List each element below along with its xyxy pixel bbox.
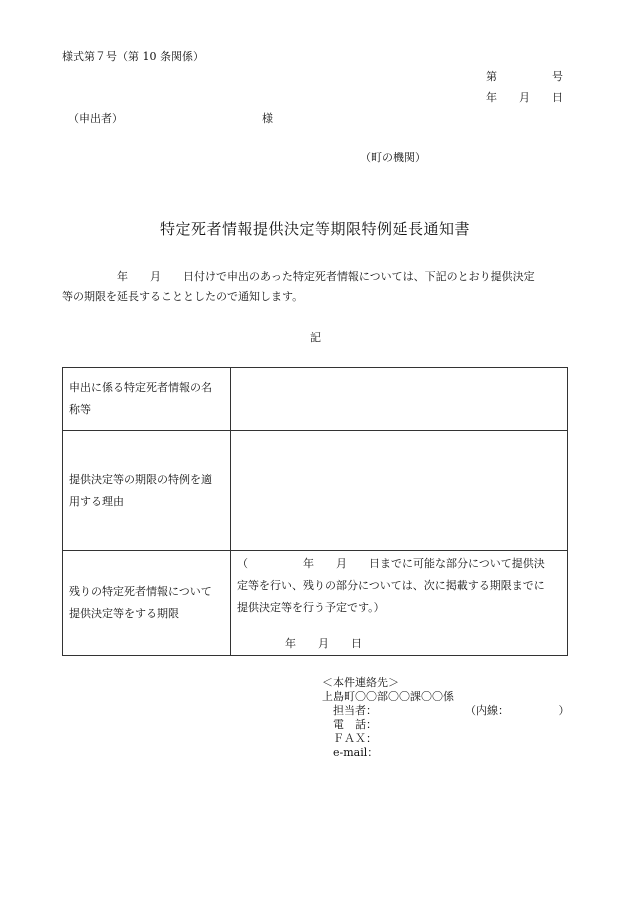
deadline-text: 定等を行い、残りの部分については、次に掲載する期限までに	[237, 579, 545, 592]
row-value-deadline	[231, 551, 568, 656]
form-number: 様式第７号（第 10 条関係）	[62, 50, 204, 63]
contact-person: 担当者： （内線： ）	[322, 704, 570, 717]
row-value-reason	[231, 431, 568, 551]
contact-department: 上島町〇〇部〇〇課〇〇係	[322, 690, 454, 703]
label-line: 称等	[69, 403, 91, 416]
document-number: 第 号	[486, 70, 563, 83]
ki-heading: 記	[310, 331, 321, 344]
deadline-text: （ 年 月 日までに可能な部分について提供決	[237, 557, 545, 570]
applicant-label: （申出者）	[68, 112, 123, 125]
table-row	[63, 368, 568, 431]
deadline-date: 年 月 日	[285, 637, 362, 650]
notes-table	[62, 367, 568, 656]
label-line: 提供決定等をする期限	[69, 607, 179, 620]
issue-date: 年 月 日	[486, 91, 563, 104]
issuer: （町の機関）	[360, 151, 426, 164]
contact-phone: 電 話：	[322, 718, 377, 731]
label-line: 残りの特定死者情報について	[69, 585, 212, 598]
table-row	[63, 431, 568, 551]
applicant-honorific: 様	[262, 112, 273, 125]
body-line-2: 等の期限を延長することとしたので通知します。	[62, 290, 304, 303]
label-line: 用する理由	[69, 494, 124, 508]
row-label-deadline	[63, 551, 231, 656]
table-row	[63, 551, 568, 656]
contact-heading: ＜本件連絡先＞	[322, 676, 399, 689]
row-label-reason	[63, 431, 231, 551]
contact-fax: ＦＡＸ：	[322, 732, 377, 745]
label-line: 提供決定等の期限の特例を適	[69, 472, 212, 486]
contact-block	[322, 676, 570, 760]
contact-email: e-mail：	[322, 746, 379, 759]
body-line-1: 年 月 日付けで申出のあった特定死者情報については、下記のとおり提供決定	[62, 270, 535, 283]
row-label-name	[63, 368, 231, 431]
document-title: 特定死者情報提供決定等期限特例延長通知書	[159, 220, 470, 238]
label-line: 申出に係る特定死者情報の名	[69, 381, 212, 394]
row-value-name	[231, 368, 568, 431]
deadline-text: 提供決定等を行う予定です。）	[237, 601, 385, 614]
